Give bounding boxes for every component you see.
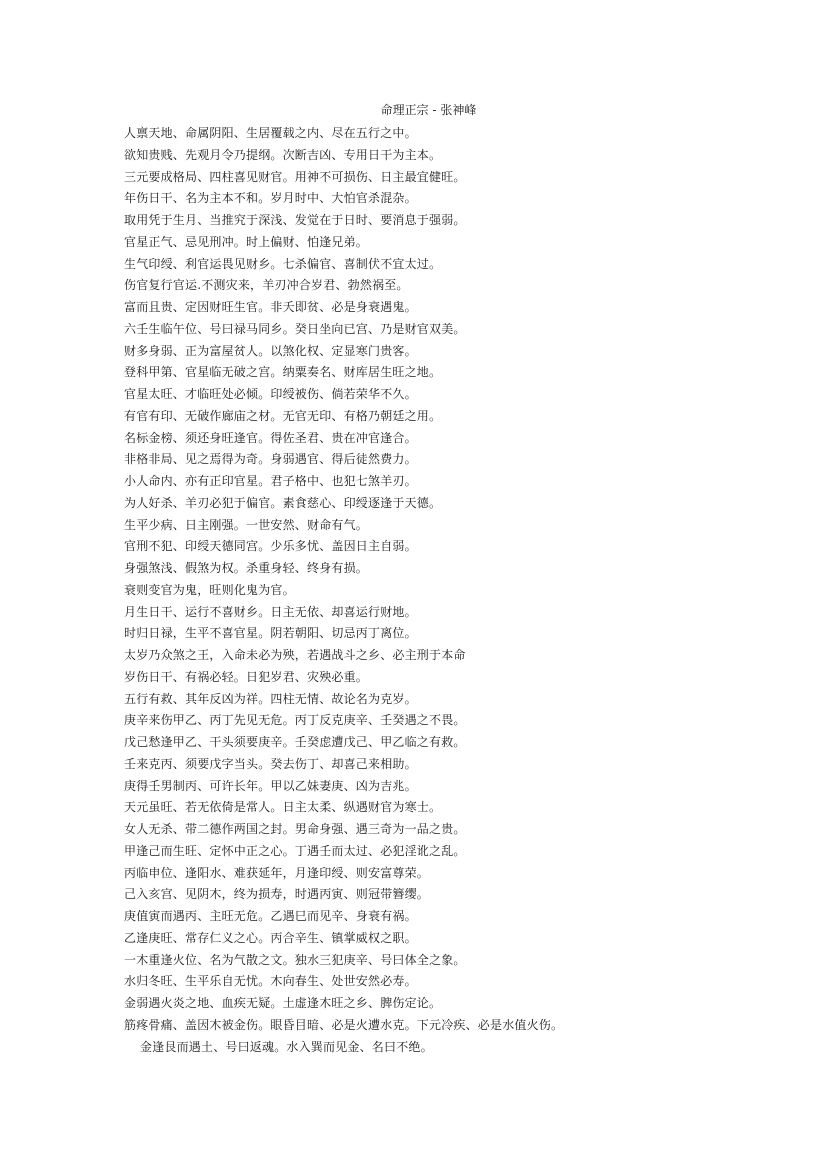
text-line: 衰则变官为鬼，旺则化鬼为官。	[124, 582, 295, 597]
text-line: 乙逢庚旺、常存仁义之心。丙合辛生、镇掌威权之职。	[124, 930, 417, 945]
text-line: 甲逢己而生旺、定怀中正之心。丁遇壬而太过、必犯淫讹之乱。	[124, 843, 466, 858]
text-line: 庚值寅而遇丙、主旺无危。乙遇巳而见辛、身衰有祸。	[124, 909, 417, 923]
text-line: 年伤日干、名为主本不和。岁月时中、大怕官杀混杂。	[124, 191, 417, 206]
text-line: 庚辛来伤甲乙、丙丁先见无危。丙丁反克庚辛、壬癸遇之不畏。	[124, 713, 466, 728]
text-line: 欲知贵贱、先观月令乃提纲。次断吉凶、专用日干为主本。	[124, 147, 442, 162]
text-line: 丙临申位、逢阳水、难获延年，月逢印绶、则安富尊荣。	[124, 865, 430, 880]
text-line: 三元要成格局、四柱喜见财官。用神不可损伤、日主最宜健旺。	[124, 169, 466, 184]
text-line: 五行有救、其年反凶为祥。四柱无情、故论名为克岁。	[124, 691, 417, 706]
text-line: 官星太旺、才临旺处必倾。印绶被伤、倘若荣华不久。	[124, 387, 417, 401]
text-line: 六壬生临午位、号曰禄马同乡。癸日坐向已宫、乃是财官双美。	[124, 321, 466, 336]
document-body	[124, 123, 804, 1058]
text-line: 名标金榜、须还身旺逢官。得佐圣君、贵在冲官逢合。	[124, 430, 417, 445]
text-line: 取用凭于生月、当推究于深浅、发觉在于日时、要消息于强弱。	[124, 213, 466, 227]
document-title	[0, 101, 827, 119]
text-line: 登科甲第、官星临无破之宫。纳粟奏名、财库居生旺之地。	[124, 365, 442, 380]
text-line: 伤官复行官运.不测灾来，羊刃冲合岁君、勃然祸至。	[124, 278, 409, 293]
text-line: 官刑不犯、印绶天德同宫。少乐多忧、盖因日主自弱。	[124, 539, 417, 554]
text-line: 财多身弱、正为富屋贫人。以煞化权、定显寒门贵客。	[124, 343, 417, 358]
text-line: 小人命内、亦有正印官星。君子格中、也犯七煞羊刃。	[124, 474, 417, 488]
document-title-text: 命理正宗 - 张神峰	[380, 103, 477, 117]
text-line: 水归冬旺、生平乐自无忧。木向春生、处世安然必寿。	[124, 974, 417, 989]
text-line: 筋疼骨痛、盖因木被金伤。眼昏目暗、必是火遭水克。下元冷疾、必是水值火伤。	[124, 1017, 564, 1032]
text-line: 生气印绶、利官运畏见财乡。七杀偏官、喜制伏不宜太过。	[124, 256, 442, 271]
text-line: 戊己愁逢甲乙、干头须要庚辛。壬癸虑遭戊己、甲乙临之有救。	[124, 735, 466, 749]
text-line: 太岁乃众煞之王，入命未必为殃，若遇战斗之乡、必主刑于本命	[124, 648, 466, 662]
text-line: 岁伤日干、有祸必轻。日犯岁君、灾殃必重。	[124, 669, 369, 684]
text-line: 有官有印、无破作廊庙之材。无官无印、有格乃朝廷之用。	[124, 408, 442, 423]
text-line: 时归日禄，生平不喜官星。阴若朝阳、切忌丙丁离位。	[124, 626, 417, 641]
text-line: 身强煞浅、假煞为权。杀重身轻、终身有损。	[124, 561, 369, 575]
text-line: 为人好杀、羊刃必犯于偏官。素食慈心、印绶逐逢于天德。	[124, 495, 442, 510]
text-line: 富而且贵、定因财旺生官。非夭即贫、必是身衰遇鬼。	[124, 300, 417, 314]
text-line: 官星正气、忌见刑冲。时上偏财、怕逢兄弟。	[124, 234, 369, 249]
text-line: 人禀天地、命属阴阳、生居覆载之内、尽在五行之中。	[124, 126, 417, 140]
text-line: 金弱遇火炎之地、血疾无疑。土虚逢木旺之乡、脾伤定论。	[124, 996, 442, 1010]
text-line: 庚得壬男制丙、可许长年。甲以乙妹妻庚、凶为吉兆。	[124, 778, 417, 793]
text-line: 月生日干、运行不喜财乡。日主无依、却喜运行财地。	[124, 604, 417, 619]
text-line: 一木重逢火位、名为气散之文。独水三犯庚辛、号曰体全之象。	[124, 952, 466, 967]
text-line: 非格非局、见之焉得为奇。身弱遇官、得后徒然费力。	[124, 452, 417, 467]
text-line: 女人无杀、带二德作两国之封。男命身强、遇三奇为一品之贵。	[124, 822, 466, 836]
text-line: 金逢艮而遇土、号曰返魂。水入巽而见金、名曰不绝。	[140, 1039, 433, 1054]
text-line: 生平少病、日主刚强。一世安然、财命有气。	[124, 517, 369, 532]
text-line: 天元虽旺、若无依倚是常人。日主太柔、纵遇财官为寒士。	[124, 800, 442, 815]
text-line: 壬来克丙、须要戊字当头。癸去伤丁、却喜己来相助。	[124, 756, 417, 771]
text-line: 己入亥宫、见阴木，终为损寿，时遇丙寅、则冠带簪缨。	[124, 887, 430, 902]
